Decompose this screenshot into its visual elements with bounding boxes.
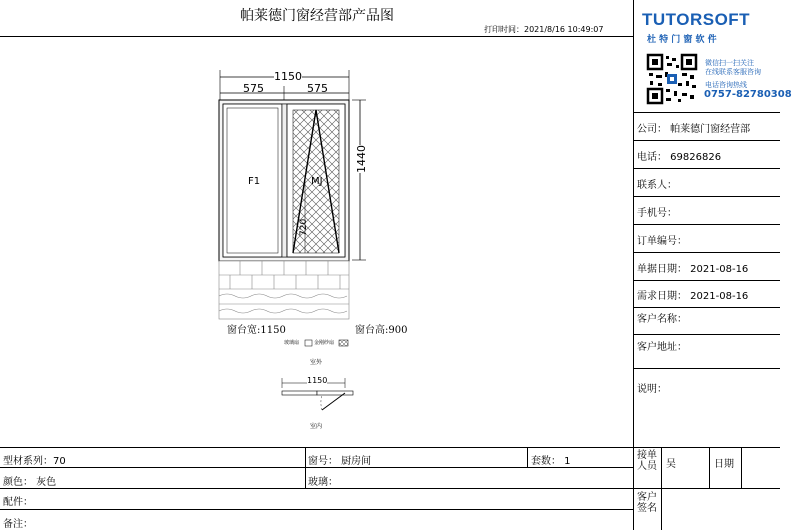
hotline-number: 0757-82780308 [704,89,792,100]
info-contact: 联系人： [637,180,677,191]
label-outside: 室外 [310,359,323,366]
brand-logo [642,10,750,30]
plan-width: 1150 [307,376,328,385]
info-need-date: 需求日期： 2021-08-16 [637,291,749,302]
dim-left-width: 575 [243,82,264,95]
hotline-label: 电话咨询热线 [705,81,747,89]
sash-label-right: MJ [311,176,323,187]
dim-height: 1440 [355,145,368,173]
dim-total-width: 1150 [274,70,302,83]
legend-screen: 金刚纱扇 [314,340,335,346]
info-doc-date: 单据日期： 2021-08-16 [637,264,749,275]
receiver-name: 吴 [666,459,676,470]
info-notes: 说明： [637,384,667,395]
info-mobile: 手机号： [637,208,677,219]
remarks-field: 备注： [3,519,33,530]
wechat-line2: 在线联系客服咨询 [705,68,761,76]
set-count: 套数： 1 [531,456,571,467]
info-order-no: 订单编号： [637,236,687,247]
receiver-label: 接单人员 [637,450,657,472]
legend-glass: 玻璃扇 [284,340,300,346]
wechat-line1: 微信扫一扫关注 [705,59,754,67]
glass-field: 玻璃： [308,477,338,488]
accessories-field: 配件： [3,497,33,508]
dim-inner-height: 720 [299,218,309,236]
info-customer-name: 客户名称： [637,314,687,325]
page-title: 帕莱德门窗经营部产品图 [240,8,394,24]
date-label: 日期 [714,459,734,470]
profile-series: 型材系列：70 [3,456,66,467]
label-inside: 室内 [310,423,323,430]
color-field: 颜色： 灰色 [3,477,57,488]
qr-code-icon [646,53,698,105]
sill-width: 窗台宽:1150 [227,325,286,336]
dim-right-width: 575 [307,82,328,95]
info-phone: 电话： 69826826 [637,152,722,163]
sill-height: 窗台高:900 [355,325,408,336]
window-number: 窗号： 厨房间 [308,456,372,467]
brand-subtitle: 杜 特 门 窗 软 件 [647,35,717,45]
print-time: 打印时间：2021/8/16 10:49:07 [484,25,604,34]
customer-sign-label: 客户签名 [637,492,657,514]
info-customer-addr: 客户地址： [637,342,687,353]
info-company: 公司： 帕莱德门窗经营部 [637,124,751,135]
logo-text: TUTORSOFT [642,10,751,29]
sash-label-left: F1 [248,176,261,187]
